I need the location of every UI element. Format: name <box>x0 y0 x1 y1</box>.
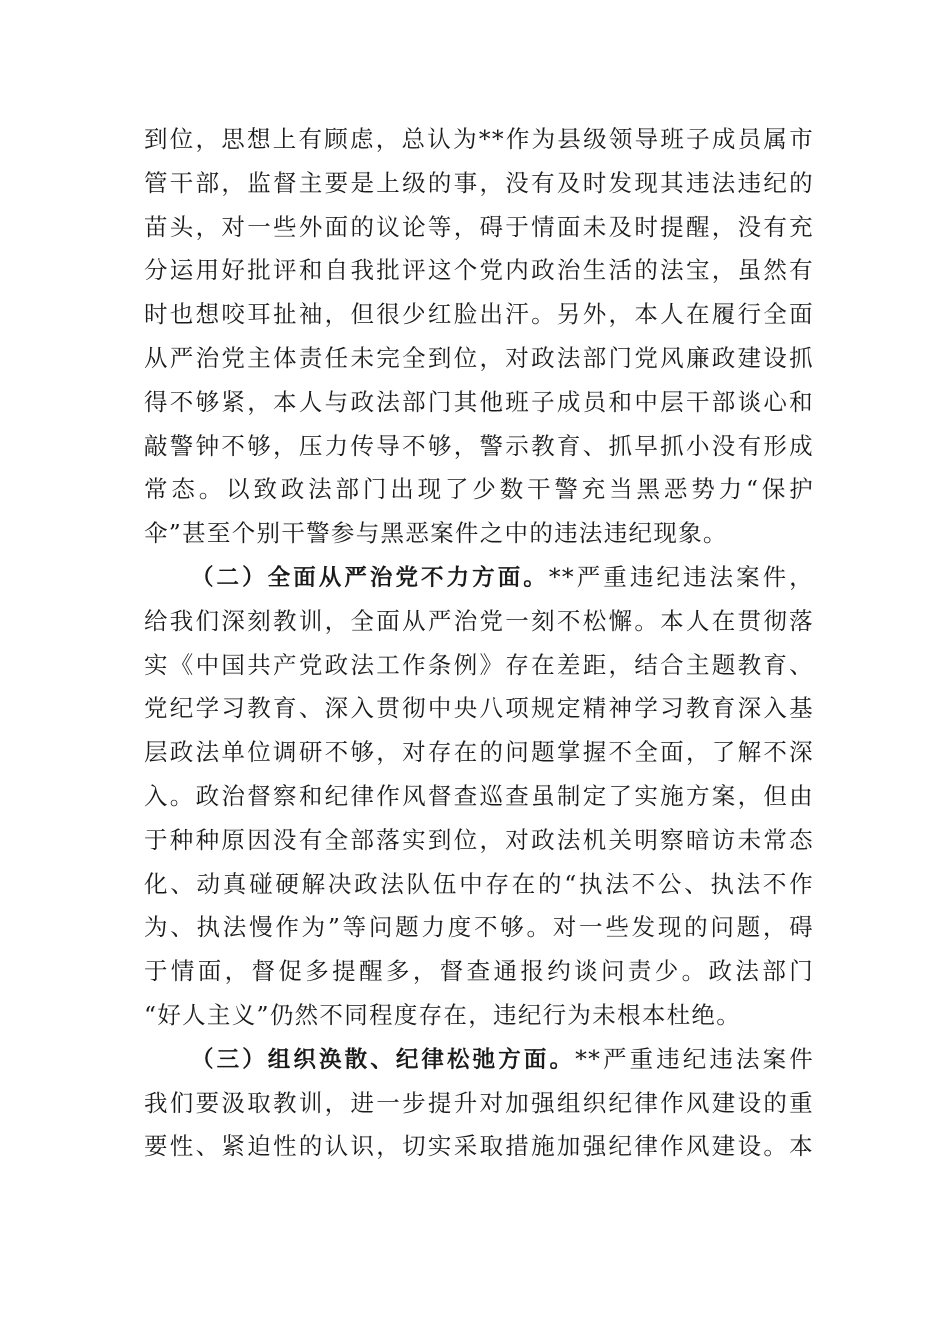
text-line: 敲警钟不够，压力传导不够，警示教育、抓早抓小没有形成 <box>144 431 814 460</box>
paragraph-3 <box>144 1038 814 1169</box>
text-line: 分运用好批评和自我批评这个党内政治生活的法宝，虽然有 <box>144 256 814 285</box>
text-line: 时也想咬耳扯袖，但很少红脸出汗。另外，本人在履行全面 <box>144 300 814 329</box>
paragraph-2 <box>144 556 814 1038</box>
text-line: 实《中国共产党政法工作条例》存在差距，结合主题教育、 <box>144 650 814 679</box>
text-line: 于情面，督促多提醒多，督查通报约谈问责少。政法部门 <box>144 957 814 986</box>
text-line: 我们要汲取教训，进一步提升对加强组织纪律作风建设的重 <box>144 1088 814 1117</box>
paragraph-1 <box>144 118 814 556</box>
text-line: 常态。以致政法部门出现了少数干警充当黑恶势力“保护 <box>144 475 814 504</box>
text-line: 为、执法慢作为”等问题力度不够。对一些发现的问题，碍 <box>144 913 814 942</box>
heading-rest-text: **严重违纪违法案件 <box>575 1044 814 1073</box>
text-line: 化、动真碰硬解决政法队伍中存在的“执法不公、执法不作 <box>144 869 814 898</box>
text-line: 于种种原因没有全部落实到位，对政法机关明察暗访未常态 <box>144 825 814 854</box>
text-line: 给我们深刻教训，全面从严治党一刻不松懈。本人在贯彻落 <box>144 606 814 635</box>
section-heading: （二）全面从严治党不力方面。 <box>191 564 549 591</box>
paragraph-first-line <box>144 556 814 600</box>
text-line: 层政法单位调研不够，对存在的问题掌握不全面，了解不深 <box>144 738 814 767</box>
text-line: 从严治党主体责任未完全到位，对政法部门党风廉政建设抓 <box>144 343 814 372</box>
text-line: 到位，思想上有顾虑，总认为**作为县级领导班子成员属市 <box>144 125 814 153</box>
text-line: 伞”甚至个别干警参与黑恶案件之中的违法违纪现象。 <box>144 519 728 548</box>
paragraph-first-line <box>144 1038 814 1082</box>
text-line: 苗头，对一些外面的议论等，碍于情面未及时提醒，没有充 <box>144 212 814 241</box>
text-line: 管干部，监督主要是上级的事，没有及时发现其违法违纪的 <box>144 168 814 197</box>
text-line: 党纪学习教育、深入贯彻中央八项规定精神学习教育深入基 <box>144 694 814 723</box>
heading-rest-text: **严重违纪违法案件， <box>548 562 814 591</box>
document-body <box>144 118 814 1169</box>
section-heading: （三）组织涣散、纪律松弛方面。 <box>191 1046 576 1073</box>
text-line: 得不够紧，本人与政法部门其他班子成员和中层干部谈心和 <box>144 387 814 416</box>
text-line: “好人主义”仍然不同程度存在，违纪行为未根本杜绝。 <box>144 1000 742 1029</box>
text-line: 入。政治督察和纪律作风督查巡查虽制定了实施方案，但由 <box>144 781 814 810</box>
text-line: 要性、紧迫性的认识，切实采取措施加强纪律作风建设。本 <box>144 1132 814 1161</box>
